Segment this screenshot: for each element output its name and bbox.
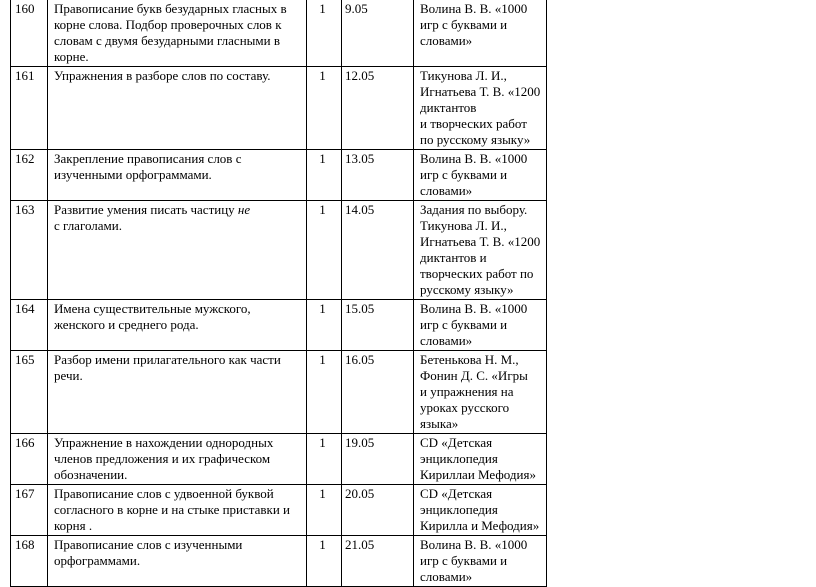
lesson-number: 165	[11, 351, 48, 434]
lesson-date: 12.05	[342, 67, 414, 150]
lesson-plan-sheet	[10, 0, 547, 587]
lesson-topic	[48, 201, 307, 300]
table-row	[11, 150, 547, 201]
lesson-hours: 1	[307, 150, 342, 201]
lesson-hours: 1	[307, 201, 342, 300]
lesson-date: 9.05	[342, 0, 414, 67]
table-row	[11, 201, 547, 300]
lesson-resource: CD «Детская энциклопедия Кирилла и Мефодия»	[414, 485, 547, 536]
table-row	[11, 67, 547, 150]
table-row	[11, 0, 547, 67]
lesson-hours: 1	[307, 300, 342, 351]
lesson-topic: Имена существительные мужского, женского и среднего рода.	[48, 300, 307, 351]
lesson-topic: Упражнения в разборе слов по составу.	[48, 67, 307, 150]
lesson-resource: Волина В. В. «1000 игр с буквами и словами»	[414, 300, 547, 351]
lesson-date: 13.05	[342, 150, 414, 201]
lesson-hours: 1	[307, 0, 342, 67]
lesson-topic-text: с глаголами.	[54, 218, 122, 233]
lesson-topic-text: Развитие умения писать частицу	[54, 202, 238, 217]
lesson-number: 161	[11, 67, 48, 150]
lesson-resource: Волина В. В. «1000 игр с буквами и словами»	[414, 0, 547, 67]
table-row	[11, 485, 547, 536]
lesson-hours: 1	[307, 67, 342, 150]
lesson-topic: Правописание букв безударных гласных в корне слова. Подбор проверочных слов к словам с двумя безударными гласными в корне.	[48, 0, 307, 67]
lesson-resource: Волина В. В. «1000 игр с буквами и словами»	[414, 150, 547, 201]
lesson-number: 162	[11, 150, 48, 201]
lesson-date: 16.05	[342, 351, 414, 434]
lesson-hours: 1	[307, 434, 342, 485]
lesson-date: 14.05	[342, 201, 414, 300]
lesson-topic: Упражнение в нахождении однородных членов предложения и их графическом обозначении.	[48, 434, 307, 485]
table-row	[11, 434, 547, 485]
lesson-date: 15.05	[342, 300, 414, 351]
table-row	[11, 536, 547, 587]
lesson-topic: Правописание слов с изученными орфограммами.	[48, 536, 307, 587]
particle-ne: не	[237, 202, 251, 217]
lesson-resource: Тикунова Л. И., Игнатьева Т. В. «1200 диктантов и творческих работ по русскому языку»	[414, 67, 547, 150]
lesson-hours: 1	[307, 485, 342, 536]
lesson-topic: Правописание слов с удвоенной буквой согласного в корне и на стыке приставки и корня .	[48, 485, 307, 536]
lesson-resource: Задания по выбору. Тикунова Л. И., Игнатьева Т. В. «1200 диктантов и творческих работ по русскому языку»	[414, 201, 547, 300]
lesson-date: 19.05	[342, 434, 414, 485]
lesson-number: 166	[11, 434, 48, 485]
lesson-date: 21.05	[342, 536, 414, 587]
lesson-resource: Волина В. В. «1000 игр с буквами и словами»	[414, 536, 547, 587]
lesson-number: 160	[11, 0, 48, 67]
lesson-number: 168	[11, 536, 48, 587]
lesson-hours: 1	[307, 351, 342, 434]
lesson-plan-table	[10, 0, 547, 587]
table-row	[11, 351, 547, 434]
lesson-hours: 1	[307, 536, 342, 587]
lesson-topic: Разбор имени прилагательного как части речи.	[48, 351, 307, 434]
lesson-number: 163	[11, 201, 48, 300]
table-row	[11, 300, 547, 351]
lesson-resource: Бетенькова Н. М., Фонин Д. С. «Игры и упражнения на уроках русского языка»	[414, 351, 547, 434]
lesson-resource: CD «Детская энциклопедия Кириллаи Мефодия»	[414, 434, 547, 485]
lesson-date: 20.05	[342, 485, 414, 536]
lesson-topic: Закрепление правописания слов с изученными орфограммами.	[48, 150, 307, 201]
lesson-number: 164	[11, 300, 48, 351]
lesson-number: 167	[11, 485, 48, 536]
